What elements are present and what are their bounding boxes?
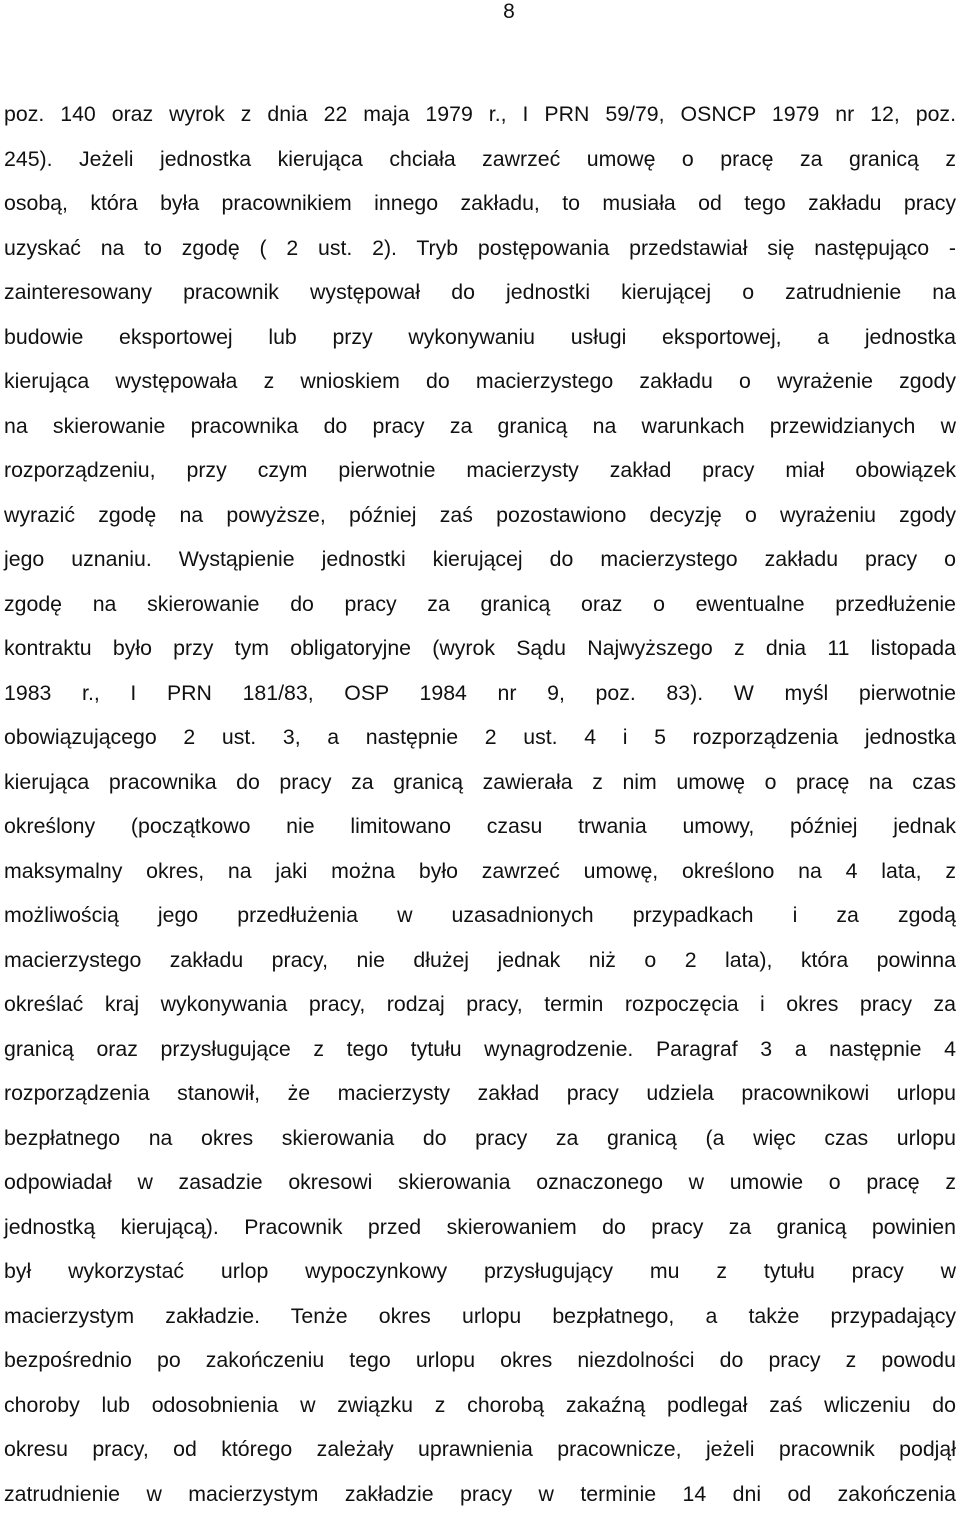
text-line: zatrudnienie w macierzystym zakładzie pracy w terminie 14 dni od zakończenia — [4, 1472, 956, 1516]
text-line: 1983 r., I PRN 181/83, OSP 1984 nr 9, poz. 83). W myśl pierwotnie — [4, 671, 956, 716]
text-line: granicą oraz przysługujące z tego tytułu wynagrodzenie. Paragraf 3 a następnie 4 — [4, 1027, 956, 1072]
text-line: 245). Jeżeli jednostka kierująca chciała zawrzeć umowę o pracę za granicą z — [4, 137, 956, 182]
text-line: rozporządzenia stanowił, że macierzysty zakład pracy udziela pracownikowi urlopu — [4, 1071, 956, 1116]
text-line: jednostką kierującą). Pracownik przed skierowaniem do pracy za granicą powinien — [4, 1205, 956, 1250]
text-line: uzyskać na to zgodę ( 2 ust. 2). Tryb postępowania przedstawiał się następująco - — [4, 226, 956, 271]
text-line: maksymalny okres, na jaki można było zawrzeć umowę, określono na 4 lata, z — [4, 849, 956, 894]
text-line: macierzystym zakładzie. Tenże okres urlopu bezpłatnego, a także przypadający — [4, 1294, 956, 1339]
text-line: wyrazić zgodę na powyższe, później zaś pozostawiono decyzję o wyrażeniu zgody — [4, 493, 956, 538]
text-line: odpowiadał w zasadzie okresowi skierowania oznaczonego w umowie o pracę z — [4, 1160, 956, 1205]
text-line: rozporządzeniu, przy czym pierwotnie macierzysty zakład pracy miał obowiązek — [4, 448, 956, 493]
text-line: określony (początkowo nie limitowano czasu trwania umowy, później jednak — [4, 804, 956, 849]
text-line: obowiązującego 2 ust. 3, a następnie 2 ust. 4 i 5 rozporządzenia jednostka — [4, 715, 956, 760]
text-line: bezpłatnego na okres skierowania do pracy za granicą (a więc czas urlopu — [4, 1116, 956, 1161]
text-line: macierzystego zakładu pracy, nie dłużej jednak niż o 2 lata), która powinna — [4, 938, 956, 983]
page-number — [0, 0, 960, 24]
text-line: na skierowanie pracownika do pracy za granicą na warunkach przewidzianych w — [4, 404, 956, 449]
text-line: możliwością jego przedłużenia w uzasadnionych przypadkach i za zgodą — [4, 893, 956, 938]
text-line: choroby lub odosobnienia w związku z chorobą zakaźną podlegał zaś wliczeniu do — [4, 1383, 956, 1428]
text-line: jego uznaniu. Wystąpienie jednostki kierującej do macierzystego zakładu pracy o — [4, 537, 956, 582]
text-line: kontraktu było przy tym obligatoryjne (wyrok Sądu Najwyższego z dnia 11 listopada — [4, 626, 956, 671]
text-line: kierująca występowała z wnioskiem do macierzystego zakładu o wyrażenie zgody — [4, 359, 956, 404]
text-line: określać kraj wykonywania pracy, rodzaj pracy, termin rozpoczęcia i okres pracy za — [4, 982, 956, 1027]
text-line: był wykorzystać urlop wypoczynkowy przysługujący mu z tytułu pracy w — [4, 1249, 956, 1294]
text-line: zgodę na skierowanie do pracy za granicą oraz o ewentualne przedłużenie — [4, 582, 956, 627]
text-line: bezpośrednio po zakończeniu tego urlopu okres niezdolności do pracy z powodu — [4, 1338, 956, 1383]
text-line: kierująca pracownika do pracy za granicą zawierała z nim umowę o pracę na czas — [4, 760, 956, 805]
text-line: zainteresowany pracownik występował do jednostki kierującej o zatrudnienie na — [4, 270, 956, 315]
text-line: okresu pracy, od którego zależały uprawnienia pracownicze, jeżeli pracownik podjął — [4, 1427, 956, 1472]
text-line: budowie eksportowej lub przy wykonywaniu usługi eksportowej, a jednostka — [4, 315, 956, 360]
page-number-text: 8 — [503, 0, 515, 23]
text-line: poz. 140 oraz wyrok z dnia 22 maja 1979 r., I PRN 59/79, OSNCP 1979 nr 12, poz. — [4, 92, 956, 137]
text-line: osobą, która była pracownikiem innego zakładu, to musiała od tego zakładu pracy — [4, 181, 956, 226]
document-body — [4, 92, 956, 1516]
